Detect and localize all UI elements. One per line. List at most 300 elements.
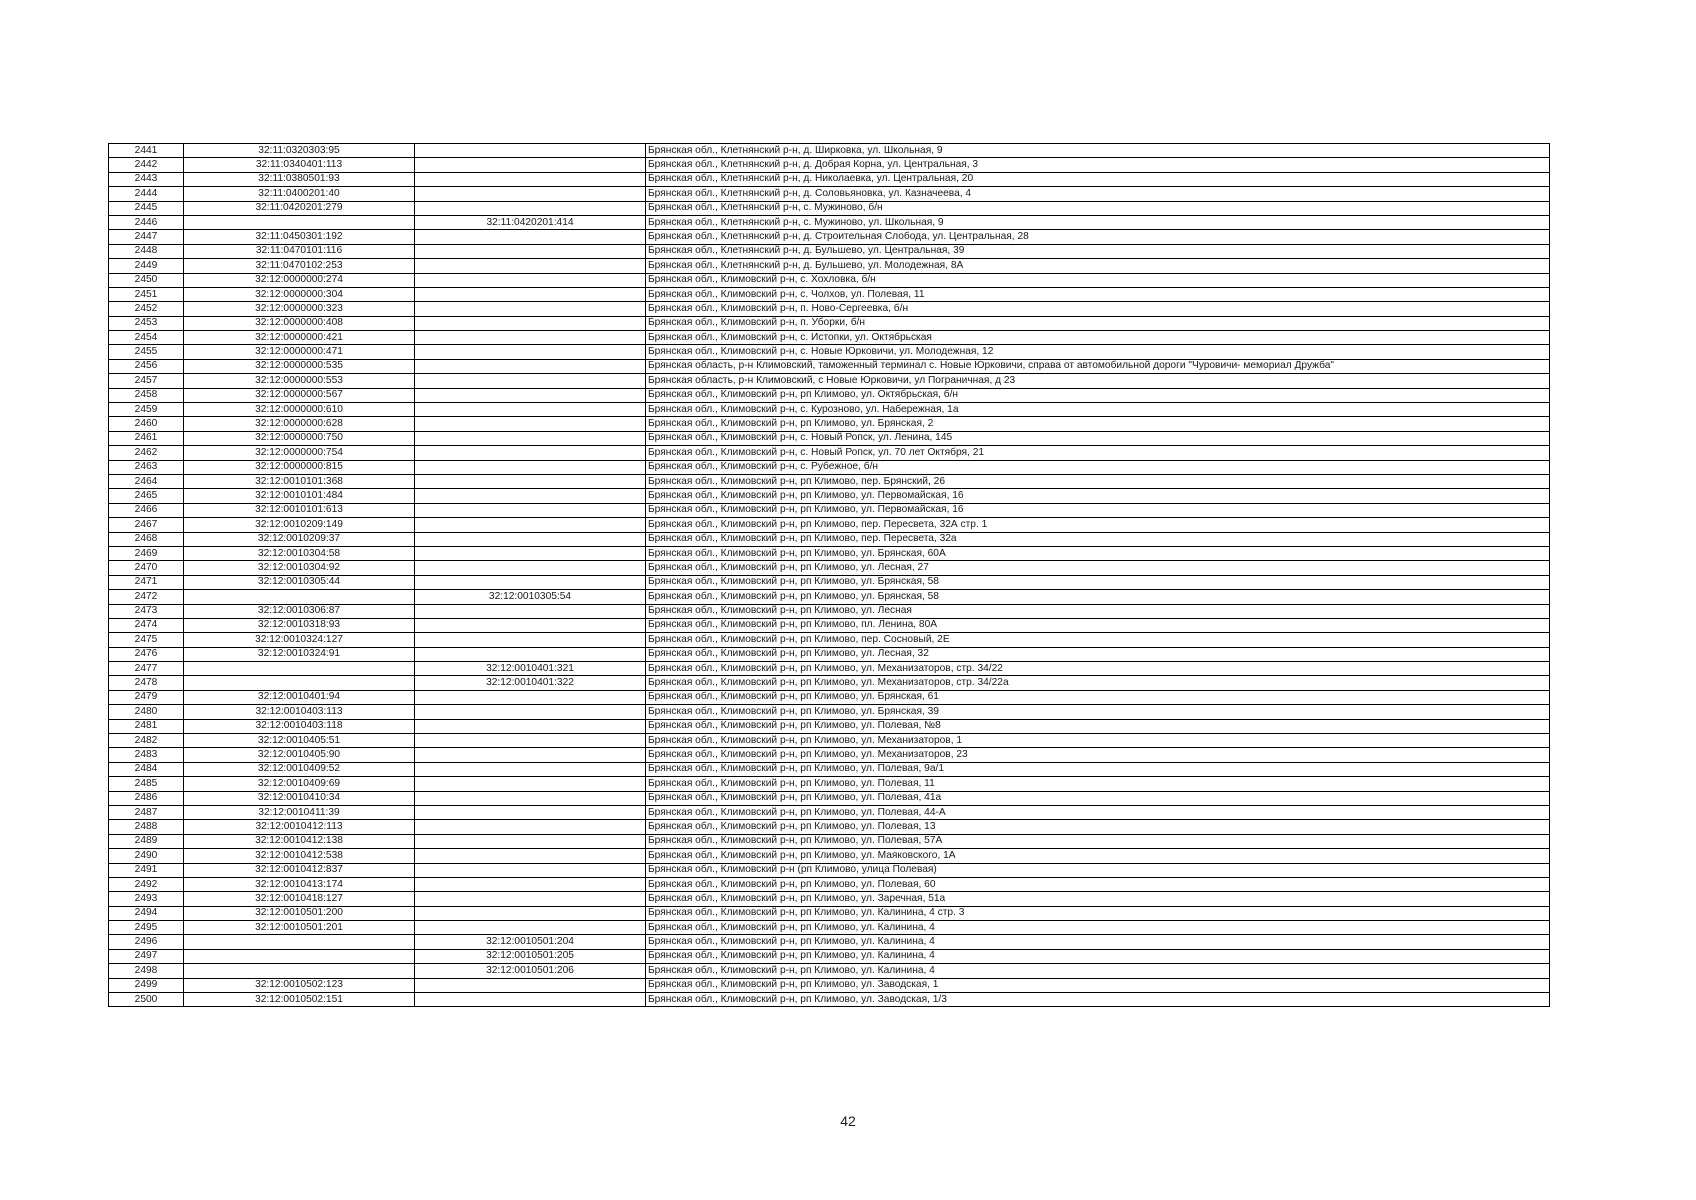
- cadastral-number-cell: 32:12:0010101:613: [184, 503, 415, 517]
- address-cell: Брянская обл., Клетнянский р-н, д. Николаевка, ул. Центральная, 20: [646, 172, 1550, 186]
- cadastral-number-cell: 32:12:0010502:151: [184, 993, 415, 1007]
- cadastral-number-cell: 32:12:0000000:815: [184, 460, 415, 474]
- table-row: [109, 964, 1550, 978]
- cadastral-number-cell: 32:12:0010409:69: [184, 777, 415, 791]
- cadastral-number-cell: 32:12:0010501:201: [184, 921, 415, 935]
- table-row: [109, 259, 1550, 273]
- cadastral-number-cell: 32:12:0010410:34: [184, 791, 415, 805]
- table-row: [109, 374, 1550, 388]
- address-cell: Брянская обл., Климовский р-н, рп Климово, ул. Брянская, 39: [646, 705, 1550, 719]
- cadastral-number-alt-cell: [415, 993, 646, 1007]
- address-cell: Брянская обл., Климовский р-н, с. Рубежное, б/н: [646, 460, 1550, 474]
- address-cell: Брянская обл., Климовский р-н, рп Климово, ул. Калинина, 4: [646, 935, 1550, 949]
- address-cell: Брянская обл., Климовский р-н, рп Климово, ул. Брянская, 58: [646, 590, 1550, 604]
- cadastral-number-alt-cell: [415, 518, 646, 532]
- cadastral-number-alt-cell: [415, 144, 646, 158]
- row-number-cell: 2456: [109, 359, 184, 373]
- table-row: [109, 762, 1550, 776]
- cadastral-number-cell: 32:12:0010403:113: [184, 705, 415, 719]
- row-number-cell: 2477: [109, 662, 184, 676]
- cadastral-number-alt-cell: [415, 273, 646, 287]
- cadastral-number-alt-cell: [415, 575, 646, 589]
- cadastral-number-alt-cell: [415, 187, 646, 201]
- address-cell: Брянская обл., Климовский р-н, рп Климово, пл. Ленина, 80А: [646, 618, 1550, 632]
- row-number-cell: 2484: [109, 762, 184, 776]
- cadastral-number-alt-cell: [415, 748, 646, 762]
- cadastral-number-alt-cell: [415, 791, 646, 805]
- row-number-cell: 2443: [109, 172, 184, 186]
- cadastral-number-alt-cell: [415, 618, 646, 632]
- table-row: [109, 921, 1550, 935]
- address-cell: Брянская обл., Климовский р-н, рп Климово, ул. Брянская, 58: [646, 575, 1550, 589]
- row-number-cell: 2500: [109, 993, 184, 1007]
- address-cell: Брянская обл., Климовский р-н, рп Климово, пер. Сосновый, 2Е: [646, 633, 1550, 647]
- row-number-cell: 2490: [109, 849, 184, 863]
- table-row: [109, 590, 1550, 604]
- table-row: [109, 662, 1550, 676]
- cadastral-number-cell: [184, 949, 415, 963]
- cadastral-number-alt-cell: [415, 172, 646, 186]
- table-row: [109, 834, 1550, 848]
- address-cell: Брянская обл., Клетнянский р-н, д. Бульшево, ул. Центральная, 39: [646, 244, 1550, 258]
- row-number-cell: 2468: [109, 532, 184, 546]
- row-number-cell: 2455: [109, 345, 184, 359]
- address-cell: Брянская обл., Климовский р-н, рп Климово, ул. Брянская, 2: [646, 417, 1550, 431]
- row-number-cell: 2493: [109, 892, 184, 906]
- registry-table-body: [109, 144, 1550, 1007]
- row-number-cell: 2495: [109, 921, 184, 935]
- cadastral-number-cell: 32:11:0400201:40: [184, 187, 415, 201]
- row-number-cell: 2467: [109, 518, 184, 532]
- address-cell: Брянская обл., Климовский р-н, рп Климово, пер. Пересвета, 32а: [646, 532, 1550, 546]
- address-cell: Брянская обл., Клетнянский р-н, д. Строительная Слобода, ул. Центральная, 28: [646, 230, 1550, 244]
- address-cell: Брянская обл., Климовский р-н, рп Климово, ул. Полевая, 44-А: [646, 805, 1550, 819]
- cadastral-number-cell: 32:12:0010405:51: [184, 734, 415, 748]
- address-cell: Брянская обл., Климовский р-н, рп Климово, ул. Полевая, 57А: [646, 834, 1550, 848]
- address-cell: Брянская обл., Клетнянский р-н, с. Мужиново, ул. Школьная, 9: [646, 215, 1550, 229]
- address-cell: Брянская обл., Климовский р-н, рп Климово, ул. Калинина, 4: [646, 964, 1550, 978]
- address-cell: Брянская обл., Климовский р-н, рп Климово, ул. Полевая, №8: [646, 719, 1550, 733]
- page-number: 42: [840, 1113, 856, 1129]
- row-number-cell: 2473: [109, 604, 184, 618]
- table-row: [109, 633, 1550, 647]
- table-row: [109, 993, 1550, 1007]
- cadastral-number-cell: 32:11:0340401:113: [184, 158, 415, 172]
- cadastral-number-alt-cell: [415, 316, 646, 330]
- row-number-cell: 2458: [109, 388, 184, 402]
- cadastral-number-alt-cell: [415, 474, 646, 488]
- row-number-cell: 2449: [109, 259, 184, 273]
- table-row: [109, 820, 1550, 834]
- row-number-cell: 2466: [109, 503, 184, 517]
- cadastral-number-cell: 32:12:0000000:323: [184, 302, 415, 316]
- address-cell: Брянская обл., Клетнянский р-н, с. Мужиново, б/н: [646, 201, 1550, 215]
- row-number-cell: 2454: [109, 331, 184, 345]
- table-row: [109, 187, 1550, 201]
- table-row: [109, 575, 1550, 589]
- cadastral-number-cell: 32:12:0010324:91: [184, 647, 415, 661]
- cadastral-number-cell: 32:12:0010501:200: [184, 906, 415, 920]
- cadastral-number-alt-cell: 32:12:0010501:206: [415, 964, 646, 978]
- cadastral-number-cell: 32:12:0010209:149: [184, 518, 415, 532]
- table-row: [109, 518, 1550, 532]
- cadastral-number-cell: 32:12:0000000:535: [184, 359, 415, 373]
- table-row: [109, 244, 1550, 258]
- cadastral-number-cell: 32:12:0010409:52: [184, 762, 415, 776]
- row-number-cell: 2487: [109, 805, 184, 819]
- address-cell: Брянская обл., Климовский р-н, рп Климово, ул. Механизаторов, стр. 34/22: [646, 662, 1550, 676]
- cadastral-number-cell: 32:12:0010305:44: [184, 575, 415, 589]
- row-number-cell: 2471: [109, 575, 184, 589]
- cadastral-number-cell: 32:12:0010413:174: [184, 877, 415, 891]
- cadastral-number-cell: 32:12:0000000:408: [184, 316, 415, 330]
- table-row: [109, 561, 1550, 575]
- row-number-cell: 2450: [109, 273, 184, 287]
- address-cell: Брянская обл., Клетнянский р-н, д. Добрая Корна, ул. Центральная, 3: [646, 158, 1550, 172]
- row-number-cell: 2497: [109, 949, 184, 963]
- cadastral-number-alt-cell: [415, 489, 646, 503]
- table-row: [109, 446, 1550, 460]
- address-cell: Брянская обл., Климовский р-н, рп Климово, ул. Первомайская, 16: [646, 489, 1550, 503]
- table-row: [109, 676, 1550, 690]
- cadastral-number-alt-cell: [415, 877, 646, 891]
- cadastral-number-cell: 32:12:0010412:538: [184, 849, 415, 863]
- cadastral-number-cell: 32:12:0010405:90: [184, 748, 415, 762]
- cadastral-number-alt-cell: [415, 345, 646, 359]
- cadastral-number-cell: 32:12:0010418:127: [184, 892, 415, 906]
- cadastral-number-cell: 32:12:0010412:113: [184, 820, 415, 834]
- cadastral-number-alt-cell: [415, 892, 646, 906]
- row-number-cell: 2462: [109, 446, 184, 460]
- table-row: [109, 489, 1550, 503]
- cadastral-number-cell: 32:12:0010411:39: [184, 805, 415, 819]
- address-cell: Брянская обл., Климовский р-н, рп Климово, ул. Лесная, 27: [646, 561, 1550, 575]
- row-number-cell: 2464: [109, 474, 184, 488]
- address-cell: Брянская обл., Климовский р-н, рп Климово, ул. Брянская, 60А: [646, 546, 1550, 560]
- cadastral-number-alt-cell: [415, 805, 646, 819]
- address-cell: Брянская обл., Климовский р-н, рп Климово, ул. Полевая, 60: [646, 877, 1550, 891]
- table-row: [109, 849, 1550, 863]
- cadastral-number-cell: 32:12:0010324:127: [184, 633, 415, 647]
- table-row: [109, 144, 1550, 158]
- table-row: [109, 935, 1550, 949]
- table-row: [109, 532, 1550, 546]
- address-cell: Брянская обл., Климовский р-н, с. Истопки, ул. Октябрьская: [646, 331, 1550, 345]
- row-number-cell: 2453: [109, 316, 184, 330]
- table-row: [109, 460, 1550, 474]
- cadastral-number-cell: 32:11:0420201:279: [184, 201, 415, 215]
- row-number-cell: 2480: [109, 705, 184, 719]
- row-number-cell: 2474: [109, 618, 184, 632]
- table-row: [109, 345, 1550, 359]
- address-cell: Брянская обл., Климовский р-н, рп Климово, ул. Заречная, 51а: [646, 892, 1550, 906]
- address-cell: Брянская обл., Климовский р-н, рп Климово, ул. Механизаторов, стр. 34/22а: [646, 676, 1550, 690]
- cadastral-number-cell: 32:12:0010209:37: [184, 532, 415, 546]
- row-number-cell: 2442: [109, 158, 184, 172]
- cadastral-number-cell: 32:12:0000000:567: [184, 388, 415, 402]
- cadastral-number-cell: 32:12:0010306:87: [184, 604, 415, 618]
- cadastral-number-alt-cell: [415, 532, 646, 546]
- cadastral-number-alt-cell: [415, 302, 646, 316]
- cadastral-number-cell: 32:12:0010502:123: [184, 978, 415, 992]
- cadastral-number-alt-cell: [415, 561, 646, 575]
- row-number-cell: 2451: [109, 287, 184, 301]
- row-number-cell: 2498: [109, 964, 184, 978]
- table-row: [109, 503, 1550, 517]
- cadastral-number-alt-cell: 32:12:0010501:204: [415, 935, 646, 949]
- address-cell: Брянская обл., Климовский р-н, п. Уборки, б/н: [646, 316, 1550, 330]
- cadastral-number-alt-cell: [415, 546, 646, 560]
- cadastral-number-cell: 32:11:0470102:253: [184, 259, 415, 273]
- cadastral-number-cell: 32:12:0000000:274: [184, 273, 415, 287]
- cadastral-number-cell: [184, 590, 415, 604]
- address-cell: Брянская обл., Климовский р-н, рп Климово, ул. Механизаторов, 1: [646, 734, 1550, 748]
- address-cell: Брянская обл., Климовский р-н, рп Климово, ул. Первомайская, 16: [646, 503, 1550, 517]
- cadastral-number-cell: 32:11:0320303:95: [184, 144, 415, 158]
- cadastral-number-alt-cell: 32:12:0010501:205: [415, 949, 646, 963]
- address-cell: Брянская обл., Климовский р-н, рп Климово, ул. Полевая, 11: [646, 777, 1550, 791]
- cadastral-number-alt-cell: [415, 331, 646, 345]
- cadastral-number-cell: 32:12:0010304:92: [184, 561, 415, 575]
- cadastral-number-alt-cell: [415, 446, 646, 460]
- row-number-cell: 2485: [109, 777, 184, 791]
- cadastral-number-alt-cell: [415, 417, 646, 431]
- address-cell: Брянская обл., Климовский р-н, с. Хохловка, б/н: [646, 273, 1550, 287]
- row-number-cell: 2448: [109, 244, 184, 258]
- cadastral-number-cell: 32:12:0010101:368: [184, 474, 415, 488]
- address-cell: Брянская обл., Климовский р-н, рп Климово, ул. Механизаторов, 23: [646, 748, 1550, 762]
- cadastral-number-alt-cell: [415, 503, 646, 517]
- row-number-cell: 2441: [109, 144, 184, 158]
- address-cell: Брянская обл., Климовский р-н, с. Новый Ропск, ул. Ленина, 145: [646, 431, 1550, 445]
- table-row: [109, 719, 1550, 733]
- row-number-cell: 2457: [109, 374, 184, 388]
- table-row: [109, 417, 1550, 431]
- row-number-cell: 2488: [109, 820, 184, 834]
- address-cell: Брянская обл., Клетнянский р-н, д. Ширковка, ул. Школьная, 9: [646, 144, 1550, 158]
- row-number-cell: 2460: [109, 417, 184, 431]
- row-number-cell: 2483: [109, 748, 184, 762]
- table-row: [109, 777, 1550, 791]
- address-cell: Брянская обл., Климовский р-н, рп Климово, ул. Брянская, 61: [646, 690, 1550, 704]
- cadastral-number-alt-cell: [415, 431, 646, 445]
- address-cell: Брянская обл., Климовский р-н, рп Климово, ул. Полевая, 13: [646, 820, 1550, 834]
- address-cell: Брянская обл., Клетнянский р-н, д. Соловьяновка, ул. Казначеева, 4: [646, 187, 1550, 201]
- table-row: [109, 647, 1550, 661]
- cadastral-number-alt-cell: [415, 762, 646, 776]
- cadastral-number-alt-cell: [415, 647, 646, 661]
- cadastral-number-cell: 32:12:0010318:93: [184, 618, 415, 632]
- cadastral-number-alt-cell: [415, 849, 646, 863]
- table-row: [109, 863, 1550, 877]
- table-row: [109, 791, 1550, 805]
- cadastral-number-alt-cell: [415, 834, 646, 848]
- table-row: [109, 215, 1550, 229]
- row-number-cell: 2482: [109, 734, 184, 748]
- address-cell: Брянская обл., Климовский р-н, рп Климово, ул. Калинина, 4 стр. 3: [646, 906, 1550, 920]
- address-cell: Брянская обл., Климовский р-н (рп Климово, улица Полевая): [646, 863, 1550, 877]
- cadastral-number-cell: 32:12:0010412:837: [184, 863, 415, 877]
- table-row: [109, 690, 1550, 704]
- table-row: [109, 705, 1550, 719]
- cadastral-number-cell: [184, 935, 415, 949]
- row-number-cell: 2475: [109, 633, 184, 647]
- table-row: [109, 403, 1550, 417]
- cadastral-number-alt-cell: [415, 690, 646, 704]
- row-number-cell: 2489: [109, 834, 184, 848]
- table-row: [109, 331, 1550, 345]
- table-row: [109, 158, 1550, 172]
- row-number-cell: 2469: [109, 546, 184, 560]
- row-number-cell: 2470: [109, 561, 184, 575]
- cadastral-number-cell: 32:12:0000000:471: [184, 345, 415, 359]
- table-row: [109, 906, 1550, 920]
- cadastral-number-alt-cell: [415, 705, 646, 719]
- address-cell: Брянская обл., Климовский р-н, рп Климово, ул. Калинина, 4: [646, 949, 1550, 963]
- address-cell: Брянская обл., Климовский р-н, рп Климово, ул. Заводская, 1: [646, 978, 1550, 992]
- cadastral-number-cell: 32:12:0000000:628: [184, 417, 415, 431]
- cadastral-number-alt-cell: [415, 460, 646, 474]
- table-row: [109, 604, 1550, 618]
- row-number-cell: 2496: [109, 935, 184, 949]
- row-number-cell: 2461: [109, 431, 184, 445]
- row-number-cell: 2486: [109, 791, 184, 805]
- address-cell: Брянская обл., Климовский р-н, рп Климово, ул. Заводская, 1/3: [646, 993, 1550, 1007]
- cadastral-number-alt-cell: [415, 604, 646, 618]
- cadastral-number-alt-cell: 32:12:0010401:322: [415, 676, 646, 690]
- cadastral-number-cell: 32:11:0450301:192: [184, 230, 415, 244]
- address-cell: Брянская обл., Климовский р-н, рп Климово, ул. Маяковского, 1А: [646, 849, 1550, 863]
- cadastral-number-alt-cell: [415, 633, 646, 647]
- address-cell: Брянская обл., Климовский р-н, рп Климово, пер. Пересвета, 32А стр. 1: [646, 518, 1550, 532]
- address-cell: Брянская обл., Климовский р-н, с. Курозново, ул. Набережная, 1а: [646, 403, 1550, 417]
- table-row: [109, 474, 1550, 488]
- table-row: [109, 172, 1550, 186]
- row-number-cell: 2494: [109, 906, 184, 920]
- cadastral-number-alt-cell: [415, 374, 646, 388]
- table-row: [109, 273, 1550, 287]
- table-row: [109, 892, 1550, 906]
- row-number-cell: 2465: [109, 489, 184, 503]
- cadastral-number-cell: [184, 215, 415, 229]
- cadastral-number-cell: [184, 964, 415, 978]
- cadastral-number-cell: 32:11:0470101:116: [184, 244, 415, 258]
- address-cell: Брянская обл., Климовский р-н, рп Климово, ул. Октябрьская, б/н: [646, 388, 1550, 402]
- cadastral-number-alt-cell: [415, 978, 646, 992]
- row-number-cell: 2479: [109, 690, 184, 704]
- cadastral-number-cell: 32:11:0380501:93: [184, 172, 415, 186]
- row-number-cell: 2444: [109, 187, 184, 201]
- address-cell: Брянская область, р-н Климовский, с Новые Юрковичи, ул Пограничная, д 23: [646, 374, 1550, 388]
- address-cell: Брянская обл., Климовский р-н, рп Климово, ул. Калинина, 4: [646, 921, 1550, 935]
- address-cell: Брянская обл., Климовский р-н, рп Климово, ул. Полевая, 41а: [646, 791, 1550, 805]
- table-row: [109, 316, 1550, 330]
- table-row: [109, 877, 1550, 891]
- address-cell: Брянская обл., Климовский р-н, рп Климово, ул. Полевая, 9а/1: [646, 762, 1550, 776]
- table-row: [109, 388, 1550, 402]
- cadastral-number-cell: 32:12:0000000:750: [184, 431, 415, 445]
- cadastral-number-cell: 32:12:0010101:484: [184, 489, 415, 503]
- table-row: [109, 949, 1550, 963]
- row-number-cell: 2478: [109, 676, 184, 690]
- table-row: [109, 431, 1550, 445]
- cadastral-number-cell: 32:12:0010401:94: [184, 690, 415, 704]
- address-cell: Брянская обл., Климовский р-н, рп Климово, пер. Брянский, 26: [646, 474, 1550, 488]
- address-cell: Брянская обл., Климовский р-н, с. Новый Ропск, ул. 70 лет Октября, 21: [646, 446, 1550, 460]
- table-row: [109, 287, 1550, 301]
- address-cell: Брянская обл., Климовский р-н, с. Чолхов, ул. Полевая, 11: [646, 287, 1550, 301]
- cadastral-number-alt-cell: [415, 230, 646, 244]
- cadastral-number-alt-cell: [415, 388, 646, 402]
- row-number-cell: 2481: [109, 719, 184, 733]
- table-row: [109, 618, 1550, 632]
- cadastral-number-cell: 32:12:0000000:304: [184, 287, 415, 301]
- cadastral-number-alt-cell: [415, 201, 646, 215]
- cadastral-number-cell: 32:12:0010304:58: [184, 546, 415, 560]
- table-row: [109, 201, 1550, 215]
- cadastral-number-alt-cell: [415, 259, 646, 273]
- table-row: [109, 748, 1550, 762]
- cadastral-number-alt-cell: 32:12:0010305:54: [415, 590, 646, 604]
- table-row: [109, 978, 1550, 992]
- cadastral-number-alt-cell: [415, 777, 646, 791]
- address-cell: Брянская обл., Климовский р-н, с. Новые Юрковичи, ул. Молодежная, 12: [646, 345, 1550, 359]
- row-number-cell: 2491: [109, 863, 184, 877]
- cadastral-number-alt-cell: [415, 244, 646, 258]
- address-cell: Брянская обл., Климовский р-н, п. Ново-Сергеевка, б/н: [646, 302, 1550, 316]
- cadastral-number-alt-cell: [415, 820, 646, 834]
- cadastral-number-cell: 32:12:0010412:138: [184, 834, 415, 848]
- cadastral-number-cell: 32:12:0000000:421: [184, 331, 415, 345]
- cadastral-number-alt-cell: [415, 359, 646, 373]
- table-row: [109, 302, 1550, 316]
- cadastral-number-alt-cell: 32:12:0010401:321: [415, 662, 646, 676]
- cadastral-number-alt-cell: [415, 906, 646, 920]
- cadastral-number-alt-cell: [415, 287, 646, 301]
- address-cell: Брянская обл., Клетнянский р-н, д. Бульшево, ул. Молодежная, 8А: [646, 259, 1550, 273]
- row-number-cell: 2492: [109, 877, 184, 891]
- cadastral-number-alt-cell: [415, 863, 646, 877]
- cadastral-number-alt-cell: [415, 719, 646, 733]
- cadastral-number-alt-cell: [415, 403, 646, 417]
- cadastral-number-cell: 32:12:0000000:553: [184, 374, 415, 388]
- table-row: [109, 805, 1550, 819]
- cadastral-number-alt-cell: 32:11:0420201:414: [415, 215, 646, 229]
- cadastral-number-cell: 32:12:0000000:610: [184, 403, 415, 417]
- table-row: [109, 230, 1550, 244]
- registry-table: [108, 143, 1550, 1007]
- address-cell: Брянская обл., Климовский р-н, рп Климово, ул. Лесная: [646, 604, 1550, 618]
- row-number-cell: 2452: [109, 302, 184, 316]
- row-number-cell: 2463: [109, 460, 184, 474]
- cadastral-number-cell: 32:12:0000000:754: [184, 446, 415, 460]
- address-cell: Брянская обл., Климовский р-н, рп Климово, ул. Лесная, 32: [646, 647, 1550, 661]
- cadastral-number-alt-cell: [415, 158, 646, 172]
- row-number-cell: 2476: [109, 647, 184, 661]
- table-row: [109, 546, 1550, 560]
- table-row: [109, 734, 1550, 748]
- row-number-cell: 2459: [109, 403, 184, 417]
- row-number-cell: 2499: [109, 978, 184, 992]
- row-number-cell: 2447: [109, 230, 184, 244]
- cadastral-number-alt-cell: [415, 734, 646, 748]
- row-number-cell: 2445: [109, 201, 184, 215]
- cadastral-number-cell: [184, 676, 415, 690]
- row-number-cell: 2472: [109, 590, 184, 604]
- cadastral-number-cell: 32:12:0010403:118: [184, 719, 415, 733]
- cadastral-number-cell: [184, 662, 415, 676]
- cadastral-number-alt-cell: [415, 921, 646, 935]
